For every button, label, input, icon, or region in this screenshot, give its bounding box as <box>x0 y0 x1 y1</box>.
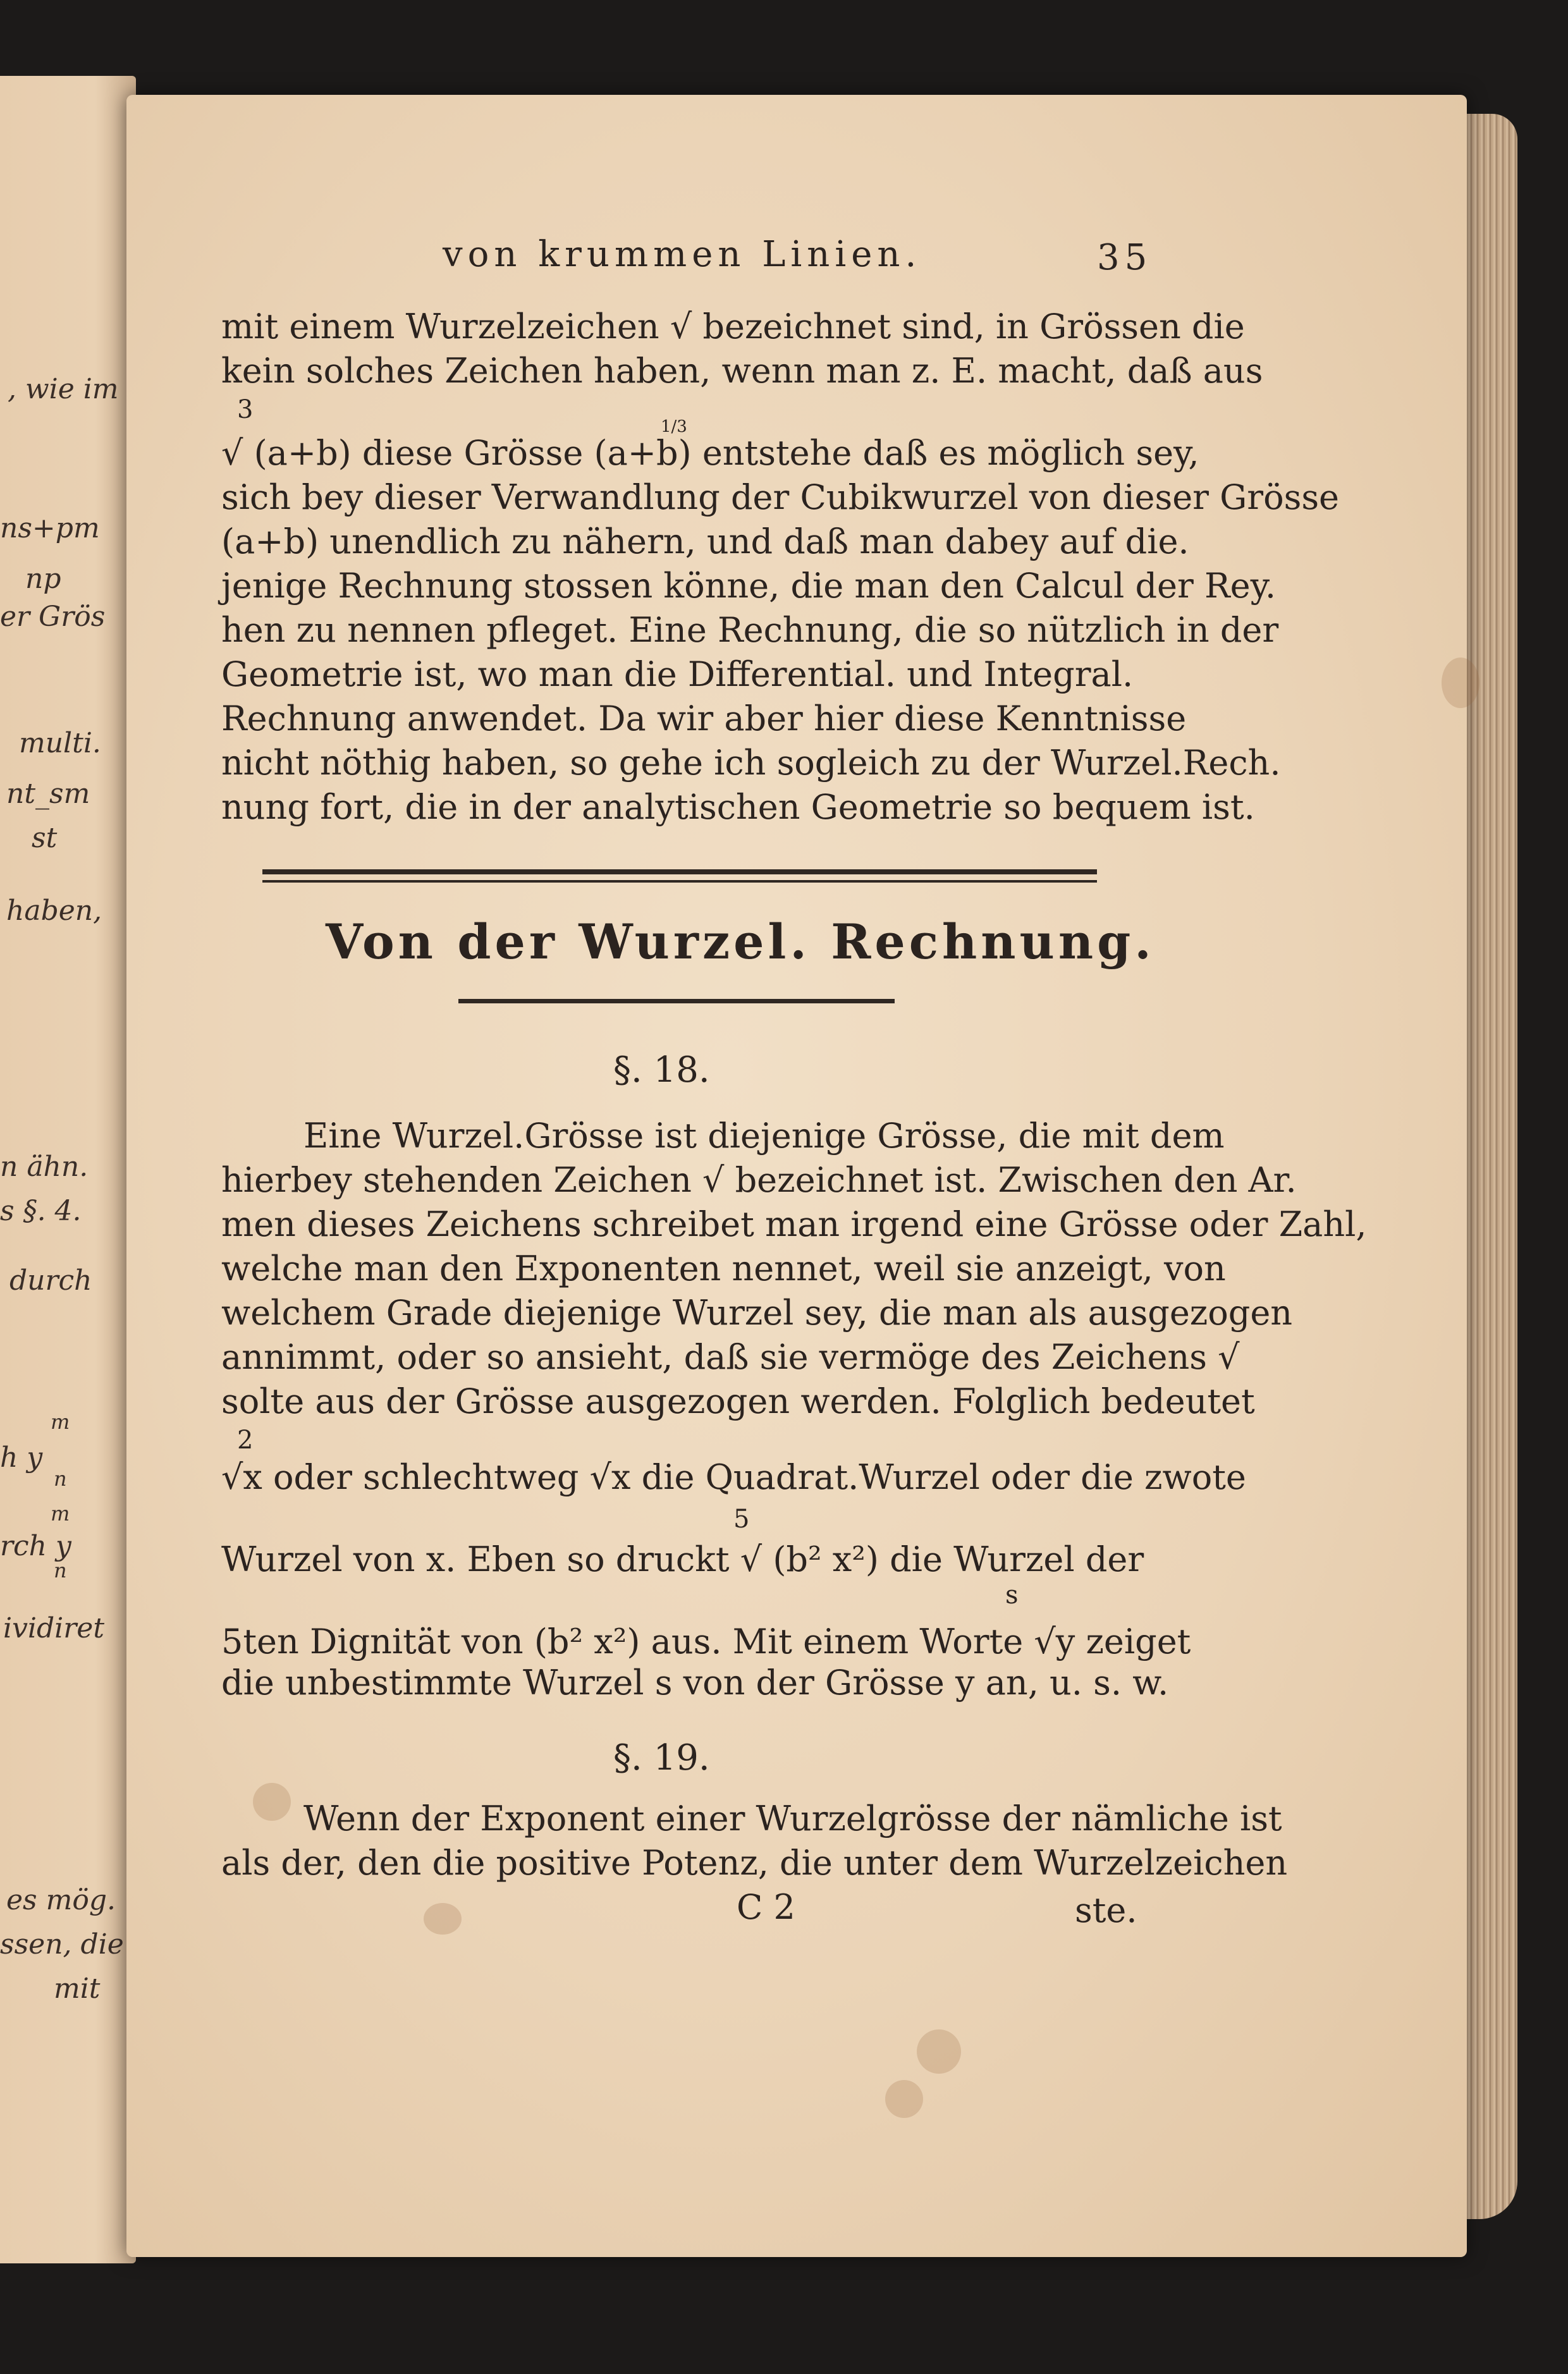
root-index: 3 <box>237 395 254 424</box>
text-line: als der, den die positive Potenz, die unter dem Wurzelzeichen <box>221 1843 1288 1883</box>
foxing-stain <box>885 2080 923 2118</box>
section-title: Von der Wurzel. Rechnung. <box>326 914 1155 970</box>
text-line: Wenn der Exponent einer Wurzelgrösse der nämliche ist <box>303 1799 1282 1839</box>
left-fragment: es mög. <box>6 1884 116 1916</box>
text-line: welchem Grade diejenige Wurzel sey, die man als ausgezogen <box>221 1293 1293 1333</box>
left-fragment: multi. <box>19 727 101 759</box>
text-line: annimmt, oder so ansieht, daß sie vermöge des Zeichens √ <box>221 1337 1240 1377</box>
text-line: welche man den Exponenten nennet, weil sie anzeigt, von <box>221 1249 1226 1288</box>
foxing-stain <box>917 2029 961 2074</box>
root-index: s <box>1005 1581 1019 1610</box>
text-line: mit einem Wurzelzeichen √ bezeichnet sind, in Grössen die <box>221 307 1245 346</box>
facing-page-edge <box>0 76 136 2263</box>
left-fragment: m <box>51 1502 70 1526</box>
text-line: die unbestimmte Wurzel s von der Grösse y an, u. s. w. <box>221 1663 1169 1703</box>
left-fragment: er Grös <box>0 601 106 633</box>
text-line: Wurzel von x. Eben so druckt √ (b² x²) die Wurzel der <box>221 1539 1144 1579</box>
foxing-stain <box>1442 658 1479 708</box>
text-line: kein solches Zeichen haben, wenn man z. E. macht, daß aus <box>221 351 1263 391</box>
left-fragment: m <box>51 1410 70 1434</box>
signature-mark: C 2 <box>737 1887 795 1927</box>
left-fragment: rch y <box>0 1530 71 1562</box>
text-line: jenige Rechnung stossen könne, die man den Calcul der Rey. <box>221 566 1277 606</box>
foxing-stain <box>424 1903 462 1935</box>
text-line: Rechnung anwendet. Da wir aber hier diese Kenntnisse <box>221 699 1187 738</box>
left-fragment: , wie im <box>8 373 119 405</box>
root-index: 2 <box>237 1426 254 1455</box>
exponent: 1/3 <box>661 417 687 436</box>
text-line: nicht nöthig haben, so gehe ich sogleich zu der Wurzel.Rech. <box>221 743 1281 783</box>
left-fragment: ns+pm <box>0 512 100 544</box>
text-line: 5ten Dignität von (b² x²) aus. Mit einem Worte √y zeiget <box>221 1622 1191 1661</box>
left-fragment: st <box>32 822 58 854</box>
left-fragment: ssen, die <box>0 1928 124 1961</box>
left-fragment: h y <box>0 1441 43 1474</box>
section-heading-19: §. 19. <box>613 1737 710 1778</box>
left-fragment: nt_sm <box>6 778 90 810</box>
left-fragment: np <box>25 563 61 595</box>
left-fragment: n ähn. <box>0 1151 89 1183</box>
left-fragment: s §. 4. <box>0 1195 82 1227</box>
section-heading-18: §. 18. <box>613 1049 710 1091</box>
page-number: 35 <box>1097 237 1153 278</box>
text-line: hierbey stehenden Zeichen √ bezeichnet ist. Zwischen den Ar. <box>221 1160 1297 1200</box>
root-index: 5 <box>733 1505 750 1534</box>
left-fragment: n <box>54 1467 67 1491</box>
text-line: hen zu nennen pfleget. Eine Rechnung, die so nützlich in der <box>221 610 1279 650</box>
text-line: Eine Wurzel.Grösse ist diejenige Grösse, die mit dem <box>303 1116 1225 1156</box>
text-line: √ (a+b) diese Grösse (a+b) entstehe daß es möglich sey, <box>221 433 1199 473</box>
text-line: √x oder schlechtweg √x die Quadrat.Wurzel oder die zwote <box>221 1457 1246 1497</box>
left-fragment: n <box>54 1558 67 1582</box>
text-line: sich bey dieser Verwandlung der Cubikwurzel von dieser Grösse <box>221 477 1339 517</box>
left-fragment: mit <box>54 1973 101 2005</box>
double-rule-top <box>262 869 1097 874</box>
text-line: (a+b) unendlich zu nähern, und daß man dabey auf die. <box>221 522 1189 561</box>
double-rule-top-thin <box>262 880 1097 883</box>
left-fragment: durch <box>9 1264 92 1297</box>
text-line: nung fort, die in der analytischen Geometrie so bequem ist. <box>221 787 1255 827</box>
left-fragment: haben, <box>6 895 102 927</box>
text-line: men dieses Zeichens schreibet man irgend eine Grösse oder Zahl, <box>221 1204 1367 1244</box>
text-line: solte aus der Grösse ausgezogen werden. Folglich bedeutet <box>221 1381 1255 1421</box>
running-head-title: von krummen Linien. <box>443 234 922 275</box>
text-line: Geometrie ist, wo man die Differential. und Integral. <box>221 654 1134 694</box>
title-underline <box>458 999 895 1003</box>
catchword: ste. <box>1075 1890 1137 1930</box>
left-fragment: ividiret <box>3 1612 104 1644</box>
foxing-stain <box>253 1783 291 1821</box>
